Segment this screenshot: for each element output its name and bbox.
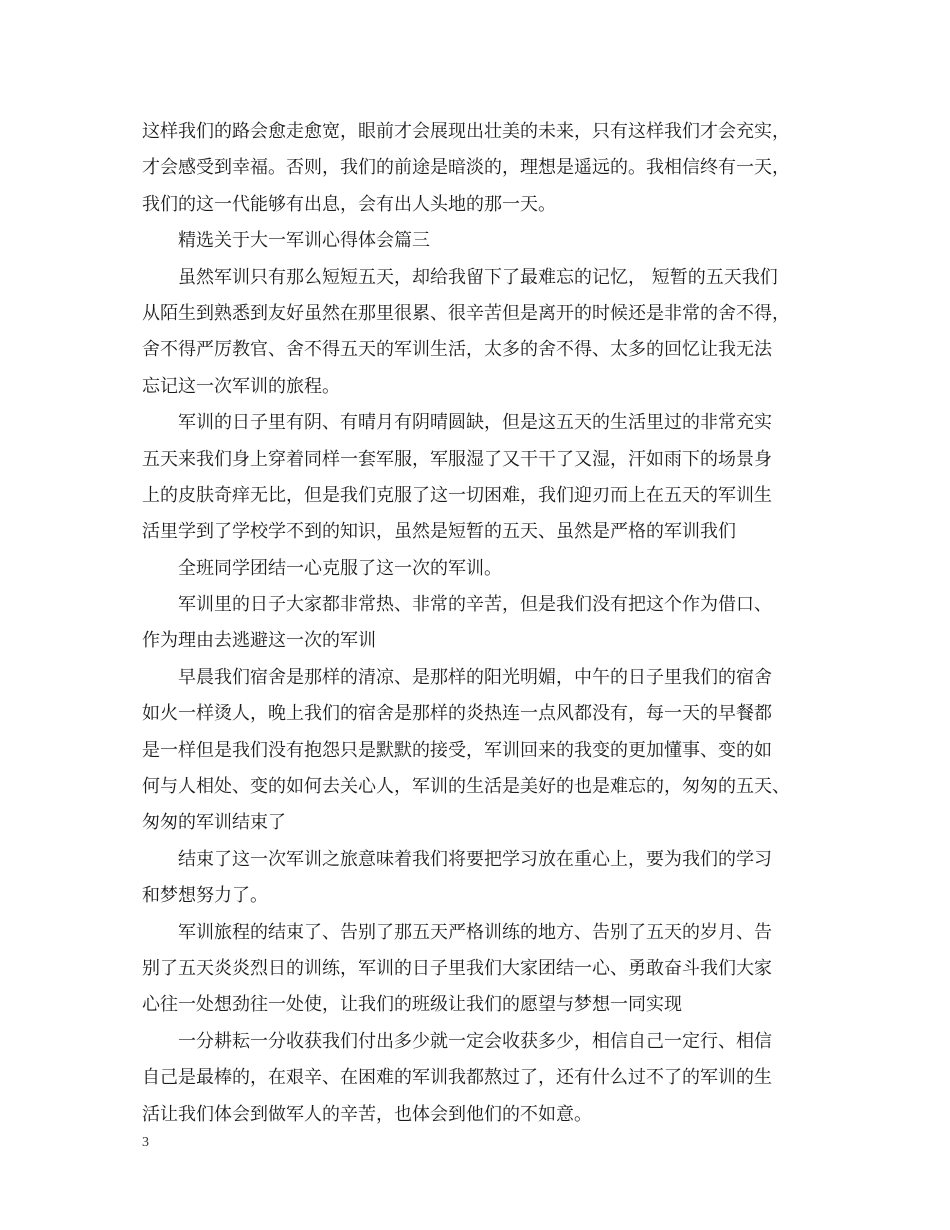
text-line: 从陌生到熟悉到友好虽然在那里很累、很辛苦但是离开的时候还是非常的舍不得， [142,302,790,324]
text-line: 作为理由去逃避这一次的军训 [142,630,376,652]
text-line: 舍不得严厉教官、舍不得五天的军训生活，太多的舍不得、太多的回忆让我无法 [142,339,772,361]
text-line: 军训旅程的结束了、告别了那五天严格训练的地方、告别了五天的岁月、告 [178,921,772,943]
text-line: 上的皮肤奇痒无比，但是我们克服了这一切困难，我们迎刃而上在五天的军训生 [142,484,772,506]
text-line: 虽然军训只有那么短短五天，却给我留下了最难忘的记忆， 短暂的五天我们 [178,266,778,288]
text-line: 我们的这一代能够有出息，会有出人头地的那一天。 [142,193,556,215]
text-line: 军训的日子里有阴、有晴月有阴晴圆缺，但是这五天的生活里过的非常充实 [178,412,772,434]
section-heading: 精选关于大一军训心得体会篇三 [178,230,430,252]
text-line: 忘记这一次军训的旅程。 [142,375,340,397]
text-line: 何与人相处、变的如何去关心人，军训的生活是美好的也是难忘的，匆匆的五天、 [142,776,790,798]
text-line: 自己是最棒的，在艰辛、在困难的军训我都熬过了，还有什么过不了的军训的生 [142,1067,772,1089]
text-line: 五天来我们身上穿着同样一套军服，军服湿了又干干了又湿，汗如雨下的场景身 [142,448,772,470]
body-text [142,114,810,1133]
text-line: 别了五天炎炎烈日的训练，军训的日子里我们大家团结一心、勇敢奋斗我们大家 [142,957,772,979]
text-line: 心往一处想劲往一处使，让我们的班级让我们的愿望与梦想一同实现 [142,994,682,1016]
text-line: 活里学到了学校学不到的知识，虽然是短暂的五天、虽然是严格的军训我们 [142,521,736,543]
text-line: 是一样但是我们没有抱怨只是默默的接受，军训回来的我变的更加懂事、变的如 [142,739,772,761]
text-line: 如火一样烫人，晚上我们的宿舍是那样的炎热连一点风都没有，每一天的早餐都 [142,703,772,725]
text-line: 这样我们的路会愈走愈宽，眼前才会展现出壮美的未来，只有这样我们才会充实， [142,121,790,142]
text-line: 一分耕耘一分收获我们付出多少就一定会收获多少，相信自己一定行、相信 [178,1030,772,1052]
text-line: 全班同学团结一心克服了这一次的军训。 [178,557,502,579]
text-line: 军训里的日子大家都非常热、非常的辛苦，但是我们没有把这个作为借口、 [178,594,772,616]
text-line: 结束了这一次军训之旅意味着我们将要把学习放在重心上，要为我们的学习 [178,848,772,870]
text-line: 和梦想努力了。 [142,885,268,907]
text-line: 早晨我们宿舍是那样的清凉、是那样的阳光明媚，中午的日子里我们的宿舍 [178,666,772,688]
text-line: 匆匆的军训结束了 [142,812,286,834]
page-number: 3 [142,1135,149,1150]
text-line: 才会感受到幸福。否则，我们的前途是暗淡的，理想是遥远的。我相信终有一天， [142,157,790,179]
text-line: 活让我们体会到做军人的辛苦，也体会到他们的不如意。 [142,1103,592,1125]
